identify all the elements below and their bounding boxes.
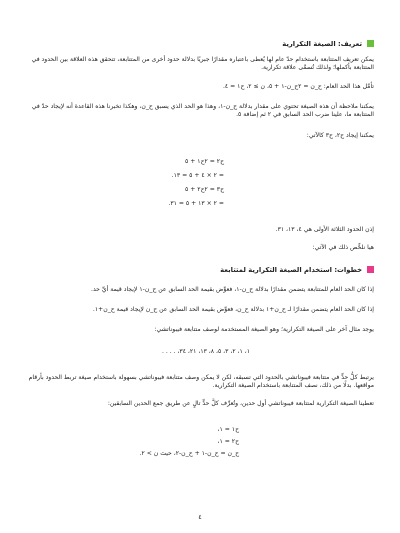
equation-line: = ٢ × ١٣ + ٥ = ٣١. — [168, 200, 224, 207]
recursive-formula-intro: تعطينا الصيغة التكرارية لمتتابعة فيبوناتشي أول حدين، وتُعرِّف كلَّ حدٍّ تالٍ عن طريق جمع الحدين السابقين: — [107, 400, 374, 407]
formula-line: ح١ = ١، — [217, 426, 239, 433]
compute-intro: يمكننا إيجاد ح٢، ح٣ كالآتي: — [306, 132, 374, 139]
definition-heading: تعريف: الصيغة التكرارية — [22, 40, 374, 48]
formula-line: ح٢ = ١، — [217, 438, 239, 445]
fibonacci-paragraph: يرتبط كلُّ حدٍّ في متتابعة فيبوناتشي بالحدود التي تسبقه، لكن لا يمكن وصف متتابعة فيبوناتشي بسهولة باستخدام صيغة تربط الحدود بأرقام مواقعها. بدلًا من ذلك، نصف المتتابعة باستخدام الصيغة التكرارية. — [28, 374, 374, 390]
page-number: ٤ — [198, 513, 202, 521]
general-term-paragraph: تأمَّل هذا الحد العام: ح_ن = ٢ح_ن-١ + ٥، ن ≥ ٢، ح١ = ٤. — [222, 83, 374, 90]
fibonacci-sequence: ١، ١، ٢، ٣، ٥، ٨، ١٣، ٢١، ٣٤، . . . . — [161, 348, 250, 355]
definition-paragraph: يمكن تعريف المتتابعة باستخدام حدّ عام لها يُعطى باعتباره مقدارًا جبريًا بدلالة حدود أخرى من المتتابعة، تتحقق هذه العلاقة بين الحدود في المتتابعة بأكملها؛ ولذلك تُسمَّى علاقة تكرارية. — [31, 56, 374, 72]
equation-line: ح٢ = ٢ح١ + ٥ — [185, 158, 224, 165]
pink-square-icon — [367, 266, 374, 273]
equation-line: = ٢ × ٤ + ٥ = ١٣. — [171, 172, 224, 179]
equation-block — [22, 158, 374, 214]
summary-intro: هيا نلخِّص ذلك في الآتي: — [312, 244, 374, 251]
equation-line: ح٣ = ٢ح٢ + ٥ — [185, 186, 224, 193]
step-two: إذا كان الحد العام يتضمن مقدارًا لـ ح_ن+١ بدلالة ح_ن، فعوِّض بقيمة الحد السابق عن ح_ن لإيجاد قيمة ح_ن+١. — [92, 306, 374, 313]
formula-line: ح_ن = ح_ن-١ + ح_ن-٢، حيث ن > ٢. — [139, 450, 239, 457]
steps-heading: خطوات: استخدام الصيغة التكرارية لمتتابعة — [22, 266, 374, 274]
step-one: إذا كان الحد العام للمتتابعة يتضمن مقدارًا بدلالة ح_ن-١، فعوِّض بقيمة الحد السابق عن ح_ن-١ لإيجاد قيمة أيِّ حد. — [91, 286, 374, 293]
green-square-icon — [367, 40, 374, 47]
fibonacci-formula-block — [22, 426, 374, 466]
first-terms-paragraph: إذن الحدود الثلاثة الأولى هي ٤، ١٣، ٣١. — [275, 226, 374, 233]
fibonacci-intro: يوجد مثال آخر على الصيغة التكرارية؛ وهو الصيغة المستخدمة لوصف متتابعة فيبوناتشي: — [154, 326, 374, 333]
note-paragraph: يمكننا ملاحظة أن هذه الصيغة تحتوي على مقدار بدلالة ح_ن-١، وهذا هو الحد الذي يسبق ح_ن، وهكذا تخبرنا هذه القاعدة أنه لإيجاد حدّ في المتتابعة ما، علينا ضرب الحد السابق في ٢ ثم إضافة ٥. — [31, 103, 374, 119]
